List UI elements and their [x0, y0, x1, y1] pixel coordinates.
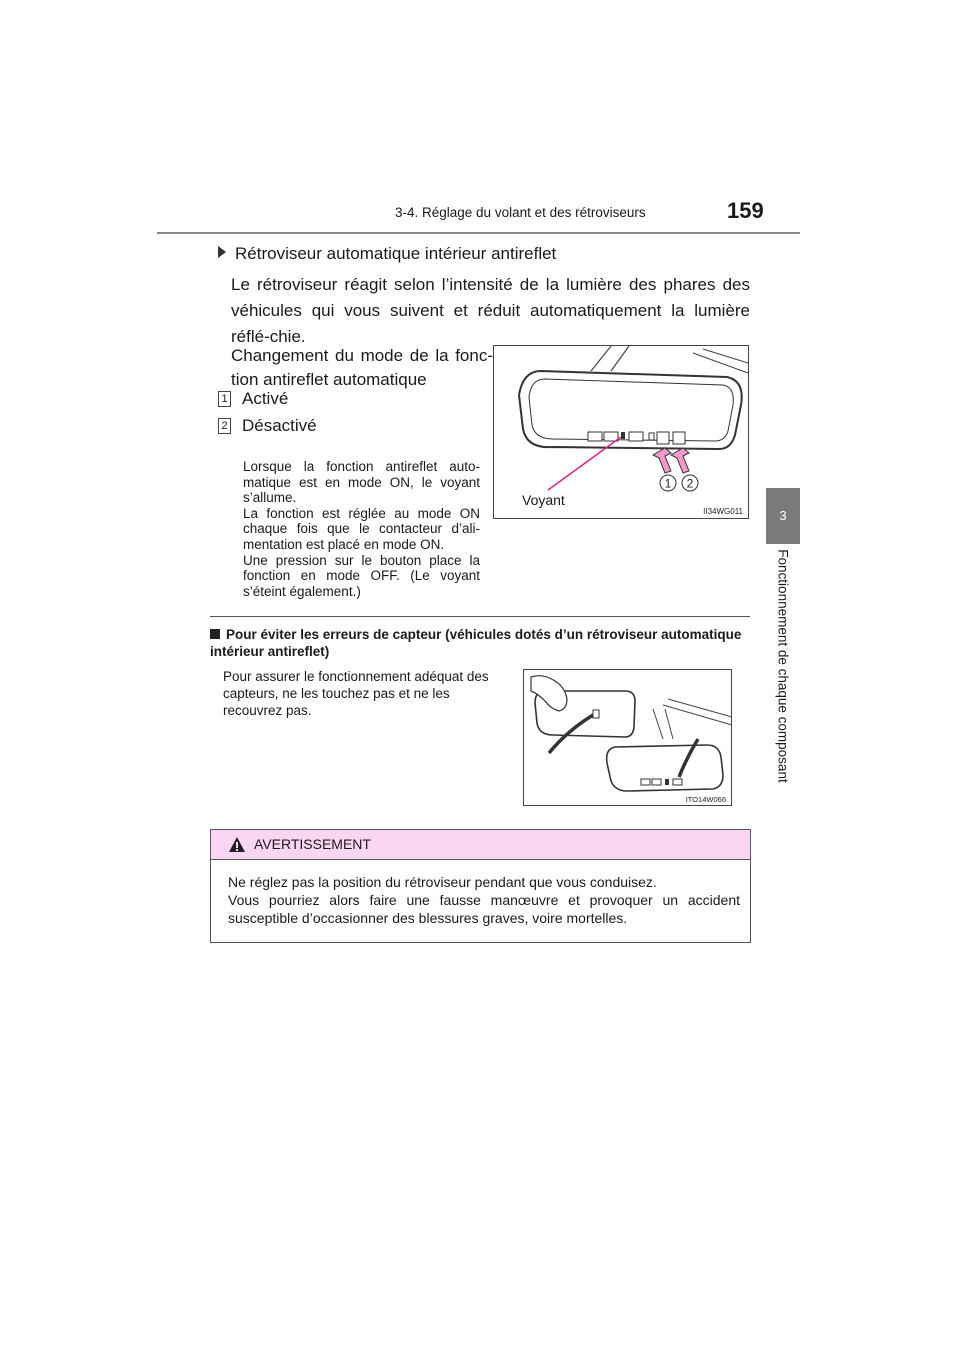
section-body: Pour assurer le fonctionnement adéquat des capteurs, ne les touchez pas et ne les recouvrez pas. — [223, 669, 489, 718]
section-header: 3-4. Réglage du volant et des rétroviseurs — [395, 205, 646, 220]
page-number: 159 — [727, 198, 764, 223]
subheading — [218, 244, 556, 264]
chapter-label: Fonctionnement de chaque composant — [775, 549, 791, 783]
intro-paragraph: Le rétroviseur réagit selon l’intensité de la lumière des phares des véhicules qui vous suivent et réduit automatiquement la lumière réflé-chie. — [231, 275, 750, 346]
indicator-label: Voyant — [522, 492, 565, 508]
warning-line: Vous pourriez alors faire une fausse manœuvre et provoquer un accident susceptible d’occasionner des blessures graves, voire mortelles. — [228, 892, 740, 926]
square-bullet-icon — [210, 629, 220, 639]
note-line: La fonction est réglée au mode ON chaque fois que le contacteur d’ali-mentation est placé en mode ON. — [243, 505, 480, 552]
subheading-text: Rétroviseur automatique intérieur antireflet — [235, 244, 557, 263]
list-item-deactivated — [218, 416, 317, 436]
note-line: Une pression sur le bouton place la fonction en mode OFF. (Le voyant s’éteint également.) — [243, 552, 480, 599]
section-divider — [210, 616, 750, 617]
warning-header — [211, 830, 750, 860]
number-box-1: 1 — [218, 391, 231, 407]
item-label: Activé — [242, 389, 289, 408]
note-line: Lorsque la fonction antireflet auto-matique est en mode ON, le voyant s’allume. — [243, 459, 480, 506]
section-title — [210, 626, 750, 660]
warning-title: AVERTISSEMENT — [254, 836, 371, 852]
figure-code: ITO14W066 — [685, 795, 726, 804]
warning-icon — [228, 836, 246, 853]
list-item-activated — [218, 389, 288, 409]
warning-line: Ne réglez pas la position du rétroviseur pendant que vous conduisez. — [228, 874, 657, 890]
callout-1: 1 — [664, 476, 672, 491]
header-rule — [157, 232, 800, 234]
warning-box — [210, 829, 751, 943]
number-box-2: 2 — [218, 418, 231, 434]
callout-2: 2 — [686, 476, 694, 491]
warning-body — [228, 873, 740, 927]
note-block — [243, 459, 480, 599]
triangle-bullet-icon — [218, 246, 226, 258]
section-title-text: Pour éviter les erreurs de capteur (véhicules dotés d’un rétroviseur automatique intérieur antireflet) — [210, 627, 742, 659]
figure-code: II34WG011 — [703, 507, 743, 516]
item-label: Désactivé — [242, 416, 317, 435]
mode-title: Changement du mode de la fonc-tion antireflet automatique — [231, 346, 493, 389]
sensor-figure — [523, 669, 732, 806]
chapter-tab: 3 — [766, 488, 800, 544]
